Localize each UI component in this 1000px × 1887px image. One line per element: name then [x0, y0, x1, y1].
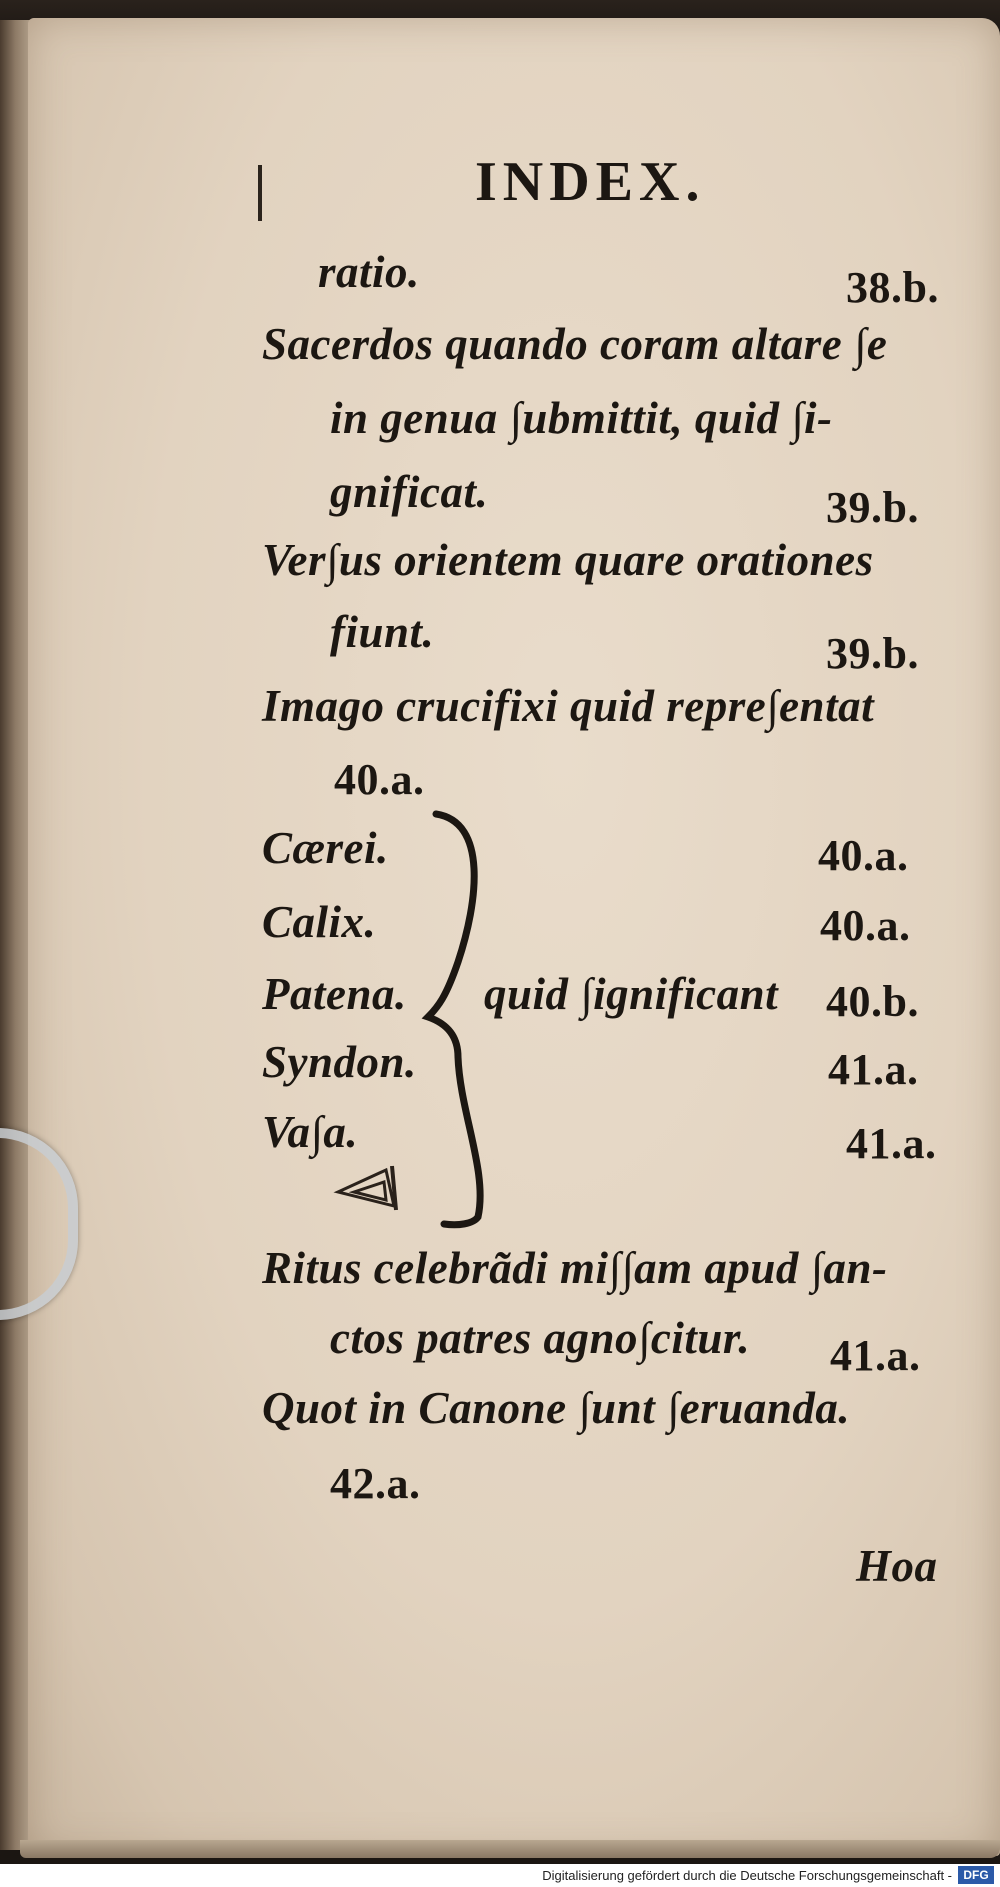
- index-entry-ref: 39.b.: [826, 629, 919, 678]
- grouped-item-ref: 40.a.: [820, 901, 911, 950]
- index-entry-ref: 41.a.: [830, 1331, 921, 1380]
- grouped-item-label: Va∫a.: [262, 1107, 359, 1157]
- index-entry-line: 42.a.: [330, 1459, 421, 1508]
- grouped-item-ref: 40.a.: [818, 831, 909, 880]
- catchword: Hoa: [856, 1541, 938, 1591]
- index-entry-line: ratio.: [318, 247, 420, 297]
- grouped-item-ref: 40.b.: [826, 977, 919, 1026]
- index-entry-line: ctos patres agno∫citur.: [330, 1313, 751, 1363]
- index-entry-line: Imago crucifixi quid repre∫entat: [262, 681, 875, 731]
- grouped-item-label: Syndon.: [262, 1037, 417, 1087]
- index-entry-line: in genua ∫ubmittit, quid ∫i-: [330, 393, 833, 443]
- index-entry-line: Ritus celebrãdi mi∫∫am apud ∫an-: [262, 1243, 888, 1293]
- index-entry-line: fiunt.: [330, 607, 435, 657]
- grouped-item-label: Calix.: [262, 897, 377, 947]
- index-entry-line: gnificat.: [330, 467, 489, 517]
- index-entry-line: Quot in Canone ∫unt ∫eruanda.: [262, 1383, 851, 1433]
- grouped-shared-text: quid ∫ignificant: [484, 969, 779, 1019]
- grouped-item-ref: 41.a.: [846, 1119, 937, 1168]
- dfg-logo: DFG: [958, 1866, 994, 1884]
- index-entry-ref: 39.b.: [826, 483, 919, 532]
- grouped-item-label: Cærei.: [262, 823, 389, 873]
- page-heading: INDEX.: [475, 151, 706, 213]
- printer-ornament-mark: [334, 1162, 414, 1214]
- margin-mark: [258, 165, 262, 221]
- index-entry-ref: 38.b.: [846, 263, 939, 312]
- grouped-item-ref: 41.a.: [828, 1045, 919, 1094]
- index-entry-line: Sacerdos quando coram altare ∫e: [262, 319, 888, 369]
- digitization-credit: Digitalisierung gefördert durch die Deutsche Forschungsgemeinschaft -: [542, 1868, 952, 1883]
- grouping-brace: [418, 812, 513, 1227]
- grouped-item-label: Patena.: [262, 969, 407, 1019]
- index-entry-line: Ver∫us orientem quare orationes: [262, 535, 874, 585]
- index-entry-line: 40.a.: [334, 755, 425, 804]
- book-bottom-edge: [20, 1840, 1000, 1858]
